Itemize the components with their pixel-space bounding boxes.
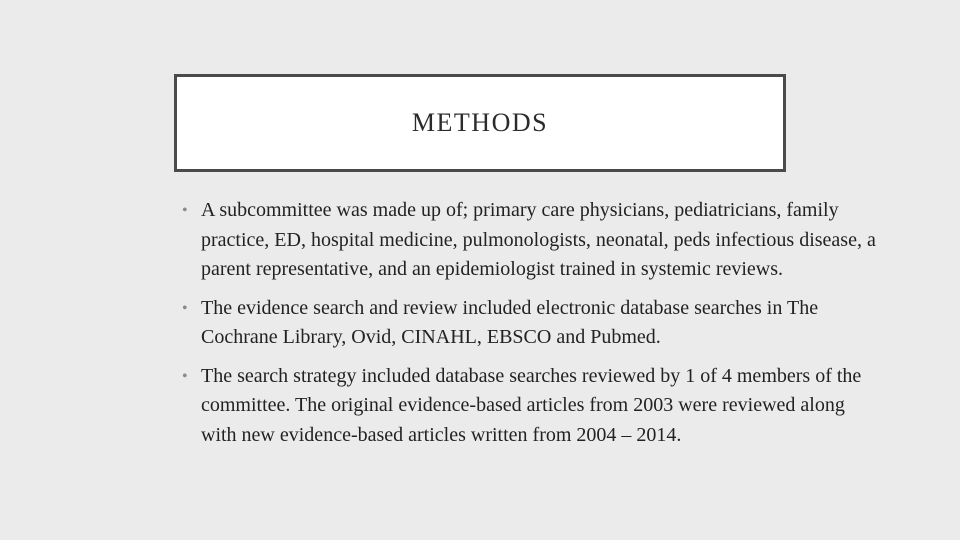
title-box: [174, 74, 786, 172]
bullet-item-subcommittee: [182, 196, 882, 285]
bullet-list: [182, 196, 882, 459]
bullet-marker: •: [182, 367, 188, 385]
bullet-item-evidence-search: [182, 294, 882, 353]
bullet-item-search-strategy: [182, 362, 882, 451]
slide-title: METHODS: [411, 108, 549, 137]
bullet-text: A subcommittee was made up of; primary care physicians, pediatricians, family practice, ED, hospital medicine, pulmonologists, neonatal, peds infectious disease, a parent representative, and an epidemiologist trained in systemic reviews.: [201, 199, 876, 280]
bullet-marker: •: [182, 299, 188, 317]
bullet-marker: •: [182, 202, 188, 219]
bullet-text: The search strategy included database searches reviewed by 1 of 4 members of the committee. The original evidence-based articles from 2003 were reviewed along with new evidence-based articles written from 2004 – 2014.: [201, 364, 862, 446]
bullet-text: The evidence search and review included electronic database searches in The Cochrane Library, Ovid, CINAHL, EBSCO and Pubmed.: [201, 296, 819, 348]
